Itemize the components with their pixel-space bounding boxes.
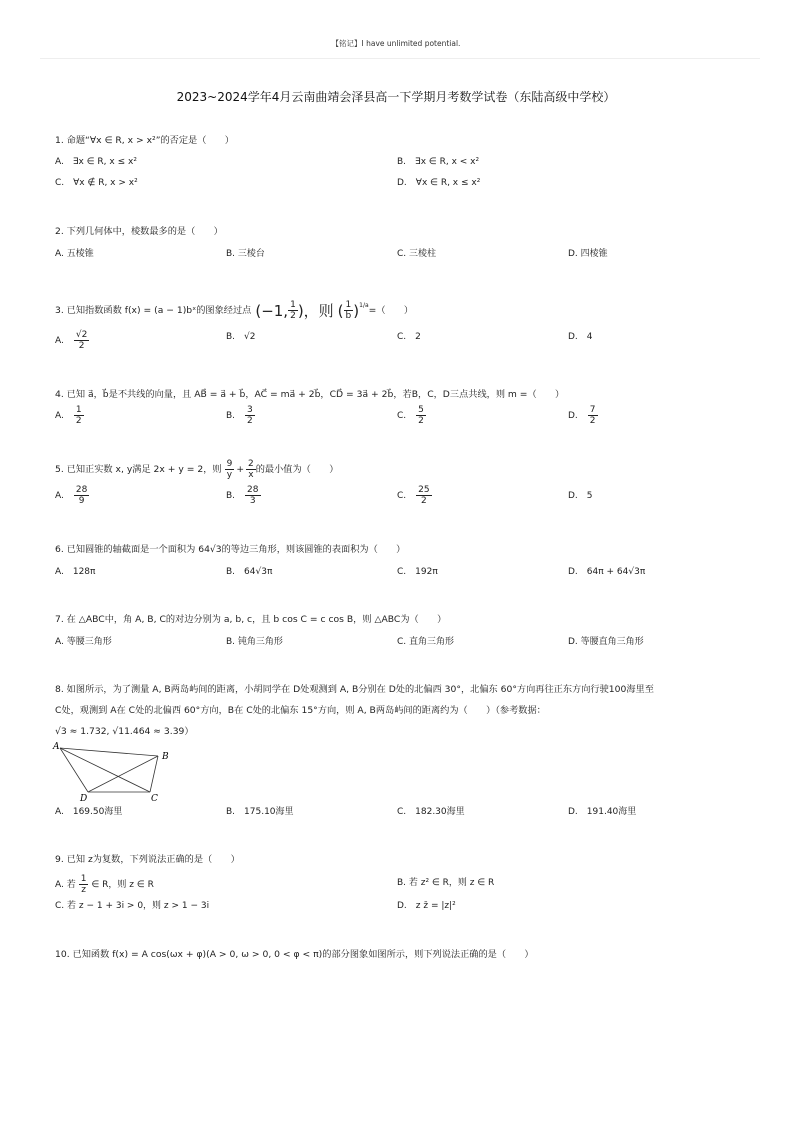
question-3-point-open: (−1, [255, 301, 289, 320]
question-7-option-d[interactable]: D. 等腰直角三角形 [568, 637, 644, 647]
question-4-option-b[interactable]: B. $\frac{3}{2}$ [226, 405, 253, 426]
question-9-stem: 9. 已知 z为复数，下列说法正确的是（ ） [55, 854, 240, 865]
question-3-point-close: )，则 [297, 301, 334, 320]
question-1-option-d[interactable]: D. ∀x ∈ R, x ≤ x² [397, 178, 481, 188]
question-5-option-d[interactable]: D. 5 [568, 491, 593, 501]
question-8-option-d[interactable]: D. 191.40海里 [568, 807, 637, 817]
question-8-stem-line1: 8. 如图所示，为了测量 A, B两岛屿间的距离，小胡同学在 D处观测到 A, B分别在 D处的北偏西 30°，北偏东 60°方向再往正东方向行驶100海里至 [55, 684, 654, 695]
question-8-option-b[interactable]: B. 175.10海里 [226, 807, 294, 817]
question-9-option-b[interactable]: B. 若 z² ∈ R，则 z ∈ R [397, 878, 495, 888]
question-3-option-c[interactable]: C. 2 [397, 332, 421, 342]
question-3-stem-text: 3. 已知指数函数 f(x) = (a − 1)bˣ的图象经过点 [55, 304, 252, 316]
question-3-option-b[interactable]: B. √2 [226, 332, 256, 342]
question-9-option-a[interactable]: A. 若 $\frac{1}{z}$ ∈ R，则 z ∈ R [55, 874, 154, 895]
question-7-stem: 7. 在 △ABC中，角 A, B, C的对边分别为 a, b, c，且 b cos C = c cos B，则 △ABC为（ ） [55, 614, 447, 625]
question-6-option-d[interactable]: D. 64π + 64√3π [568, 567, 646, 577]
question-3-base-fraction: $\frac{1}{b}$ [345, 300, 352, 321]
question-3-stem-end: =（ ） [368, 304, 414, 316]
question-7-option-c[interactable]: C. 直角三角形 [397, 637, 455, 647]
question-5-stem: 5. 已知正实数 x, y满足 2x + y = 2，则 $\frac{9}{y}$ + $\frac{2}{x}$ 的最小值为（ ） [55, 459, 339, 480]
question-2-option-a[interactable]: A. 五棱锥 [55, 249, 94, 259]
question-1-option-c[interactable]: C. ∀x ∉ R, x > x² [55, 178, 138, 188]
point-c-label: C [151, 794, 158, 804]
question-8-option-c[interactable]: C. 182.30海里 [397, 807, 465, 817]
question-8-stem-line2: C处，观测到 A在 C处的北偏西 60°方向，B在 C处的北偏东 15°方向，则 A, B两岛屿间的距离约为（ ）（参考数据： [55, 705, 546, 716]
question-5-option-b[interactable]: B. $\frac{28}{3}$ [226, 485, 259, 506]
question-8-option-a[interactable]: A. 169.50海里 [55, 807, 123, 817]
header-divider [40, 58, 760, 59]
question-3-option-a[interactable]: A. $\frac{√2}{2}$ [55, 330, 88, 351]
question-8-figure-lines [60, 748, 158, 792]
question-3-exponent: 1/a [359, 302, 369, 309]
question-4-option-a[interactable]: A. $\frac{1}{2}$ [55, 405, 82, 426]
question-2-option-c[interactable]: C. 三棱柱 [397, 249, 437, 259]
question-6-option-a[interactable]: A. 128π [55, 567, 96, 577]
question-2-option-d[interactable]: D. 四棱锥 [568, 249, 608, 259]
question-3-stem: 3. 已知指数函数 f(x) = (a − 1)bˣ的图象经过点 (−1, $\frac{1}{2}$ )，则 ( $\frac{1}{b}$ ) 1/a =（ ） [55, 300, 414, 321]
question-8-stem-line3: √3 ≈ 1.732, √11.464 ≈ 3.39） [55, 726, 194, 737]
question-6-option-c[interactable]: C. 192π [397, 567, 438, 577]
question-2-stem: 2. 下列几何体中，棱数最多的是（ ） [55, 226, 223, 237]
watermark-header: 【铭记】I have unlimited potential. [331, 39, 461, 48]
page-title: 2023~2024学年4月云南曲靖会泽县高一下学期月考数学试卷（东陆高级中学校） [176, 90, 616, 104]
segment-cb [150, 756, 158, 792]
question-3-point-fraction: $\frac{1}{2}$ [290, 300, 296, 321]
question-6-stem: 6. 已知圆锥的轴截面是一个面积为 64√3的等边三角形，则该圆锥的表面积为（ ） [55, 544, 406, 555]
question-5-option-a[interactable]: A. $\frac{28}{9}$ [55, 485, 88, 506]
question-7-option-a[interactable]: A. 等腰三角形 [55, 637, 112, 647]
question-5-option-c[interactable]: C. $\frac{25}{2}$ [397, 485, 430, 506]
point-d-label: D [80, 794, 88, 804]
question-10-stem: 10. 已知函数 f(x) = A cos(ωx + φ)(A > 0, ω > 0, 0 < φ < π)的部分图象如图所示，则下列说法正确的是（ ） [55, 949, 534, 960]
question-6-option-b[interactable]: B. 64√3π [226, 567, 273, 577]
segment-db [88, 756, 158, 792]
question-7-option-b[interactable]: B. 钝角三角形 [226, 637, 283, 647]
question-2-option-b[interactable]: B. 三棱台 [226, 249, 265, 259]
question-1-option-b[interactable]: B. ∃x ∈ R, x < x² [397, 157, 480, 167]
question-8-figure [50, 740, 180, 804]
question-4-option-c[interactable]: C. $\frac{5}{2}$ [397, 405, 424, 426]
question-9-option-c[interactable]: C. 若 z − 1 + 3i > 0，则 z > 1 − 3i [55, 901, 210, 911]
question-9-option-d[interactable]: D. z z̄ = |z|² [397, 901, 456, 911]
question-4-stem: 4. 已知 a⃗，b⃗是不共线的向量，且 AB⃗ = a⃗ + b⃗，AC⃗ = ma⃗ + 2b⃗，CD⃗ = 3a⃗ + 2b⃗，若B，C，D三点共线，则 m =（ ） [55, 389, 565, 400]
question-4-option-d[interactable]: D. $\frac{7}{2}$ [568, 405, 596, 426]
point-a-label: A [53, 742, 60, 752]
question-3-option-d[interactable]: D. 4 [568, 332, 593, 342]
point-b-label: B [162, 752, 169, 762]
question-1-stem: 1. 命题“∀x ∈ R, x > x²”的否定是（ ） [55, 135, 234, 146]
question-1-option-a[interactable]: A. ∃x ∈ R, x ≤ x² [55, 157, 137, 167]
